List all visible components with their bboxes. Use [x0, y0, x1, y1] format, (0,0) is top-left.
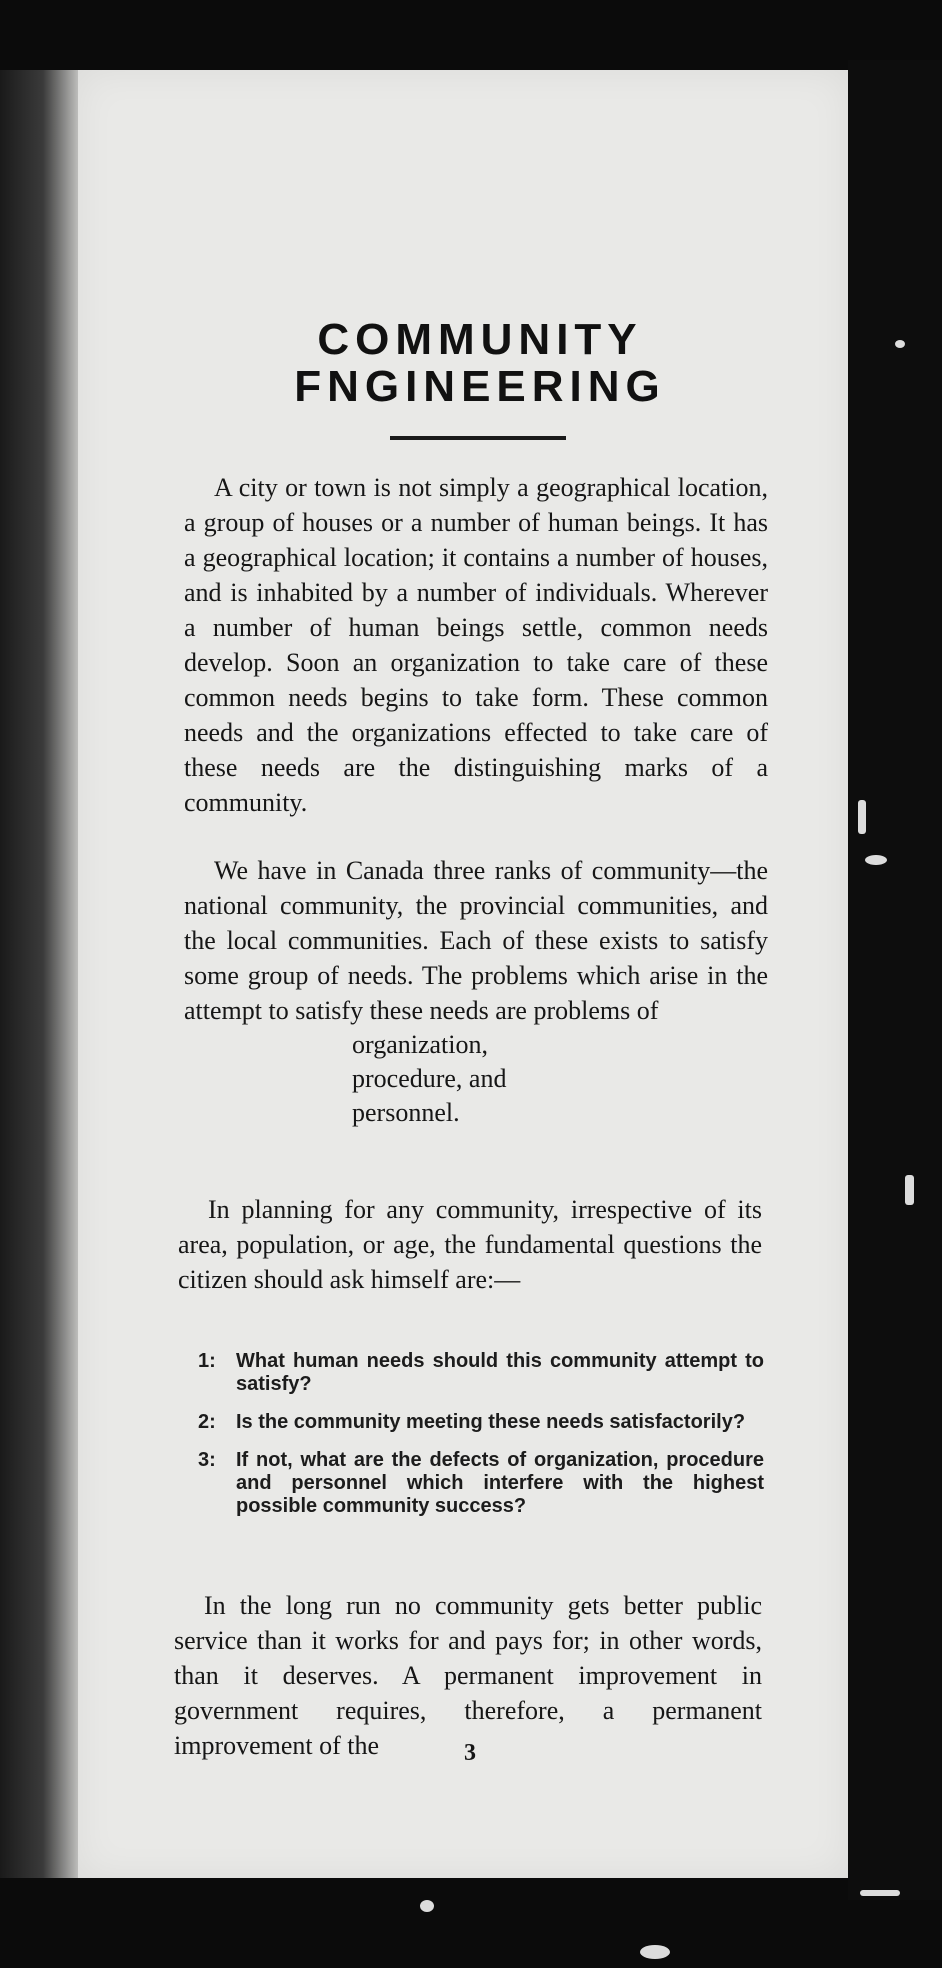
question-item	[198, 1350, 764, 1396]
question-list	[198, 1350, 764, 1533]
question-text: What human needs should this community attempt to satisfy?	[236, 1350, 764, 1395]
question-number: 1:	[198, 1350, 216, 1372]
problem-list	[352, 1028, 506, 1130]
scan-speck	[905, 1175, 914, 1205]
question-number: 2:	[198, 1411, 216, 1433]
scan-speck	[858, 800, 866, 834]
problem-list-item: organization,	[352, 1030, 488, 1059]
question-item	[198, 1449, 764, 1518]
page-number: 3	[464, 1740, 476, 1766]
paragraph-planning: In planning for any community, irrespective of its area, population, or age, the fundamental questions the citizen should ask himself are:—	[178, 1195, 762, 1294]
question-item	[198, 1411, 764, 1434]
scan-speck	[895, 340, 905, 348]
question-text: Is the community meeting these needs satisfactorily?	[236, 1411, 746, 1433]
document-title-line1: COMMUNITY	[317, 315, 643, 364]
question-text: If not, what are the defects of organization, procedure and personnel which interfere with the highest possible community success?	[236, 1449, 764, 1517]
scan-gutter	[0, 70, 78, 1878]
document-title-line2: FNGINEERING	[294, 362, 666, 411]
scan-speck	[420, 1900, 434, 1912]
scan-edge	[848, 60, 942, 1900]
question-number: 3:	[198, 1449, 216, 1471]
problem-list-item: procedure, and	[352, 1064, 507, 1093]
scan-speck	[865, 855, 887, 865]
paragraph-conclusion: In the long run no community gets better public service than it works for and pays for; in other words, than it deserves. A permanent improvement in government requires, therefore, a permanent improvement of the	[174, 1591, 762, 1760]
paragraph-ranks: We have in Canada three ranks of community—the national community, the provincial communities, and the local communities. Each of these exists to satisfy some group of needs. The problems which arise in the attempt to satisfy these needs are problems of	[184, 856, 768, 1025]
scan-speck	[860, 1890, 900, 1896]
scan-speck	[640, 1945, 670, 1959]
problem-list-item: personnel.	[352, 1098, 460, 1127]
paragraph-intro: A city or town is not simply a geographical location, a group of houses or a number of human beings. It has a geographical location; it contains a number of houses, and is inhabited by a number of individuals. Wherever a number of human beings settle, common needs develop. Soon an organization to take care of these common needs begins to take form. These common needs and the organizations effected to take care of these needs are the distinguishing marks of a community.	[184, 473, 768, 817]
title-divider	[390, 436, 566, 440]
